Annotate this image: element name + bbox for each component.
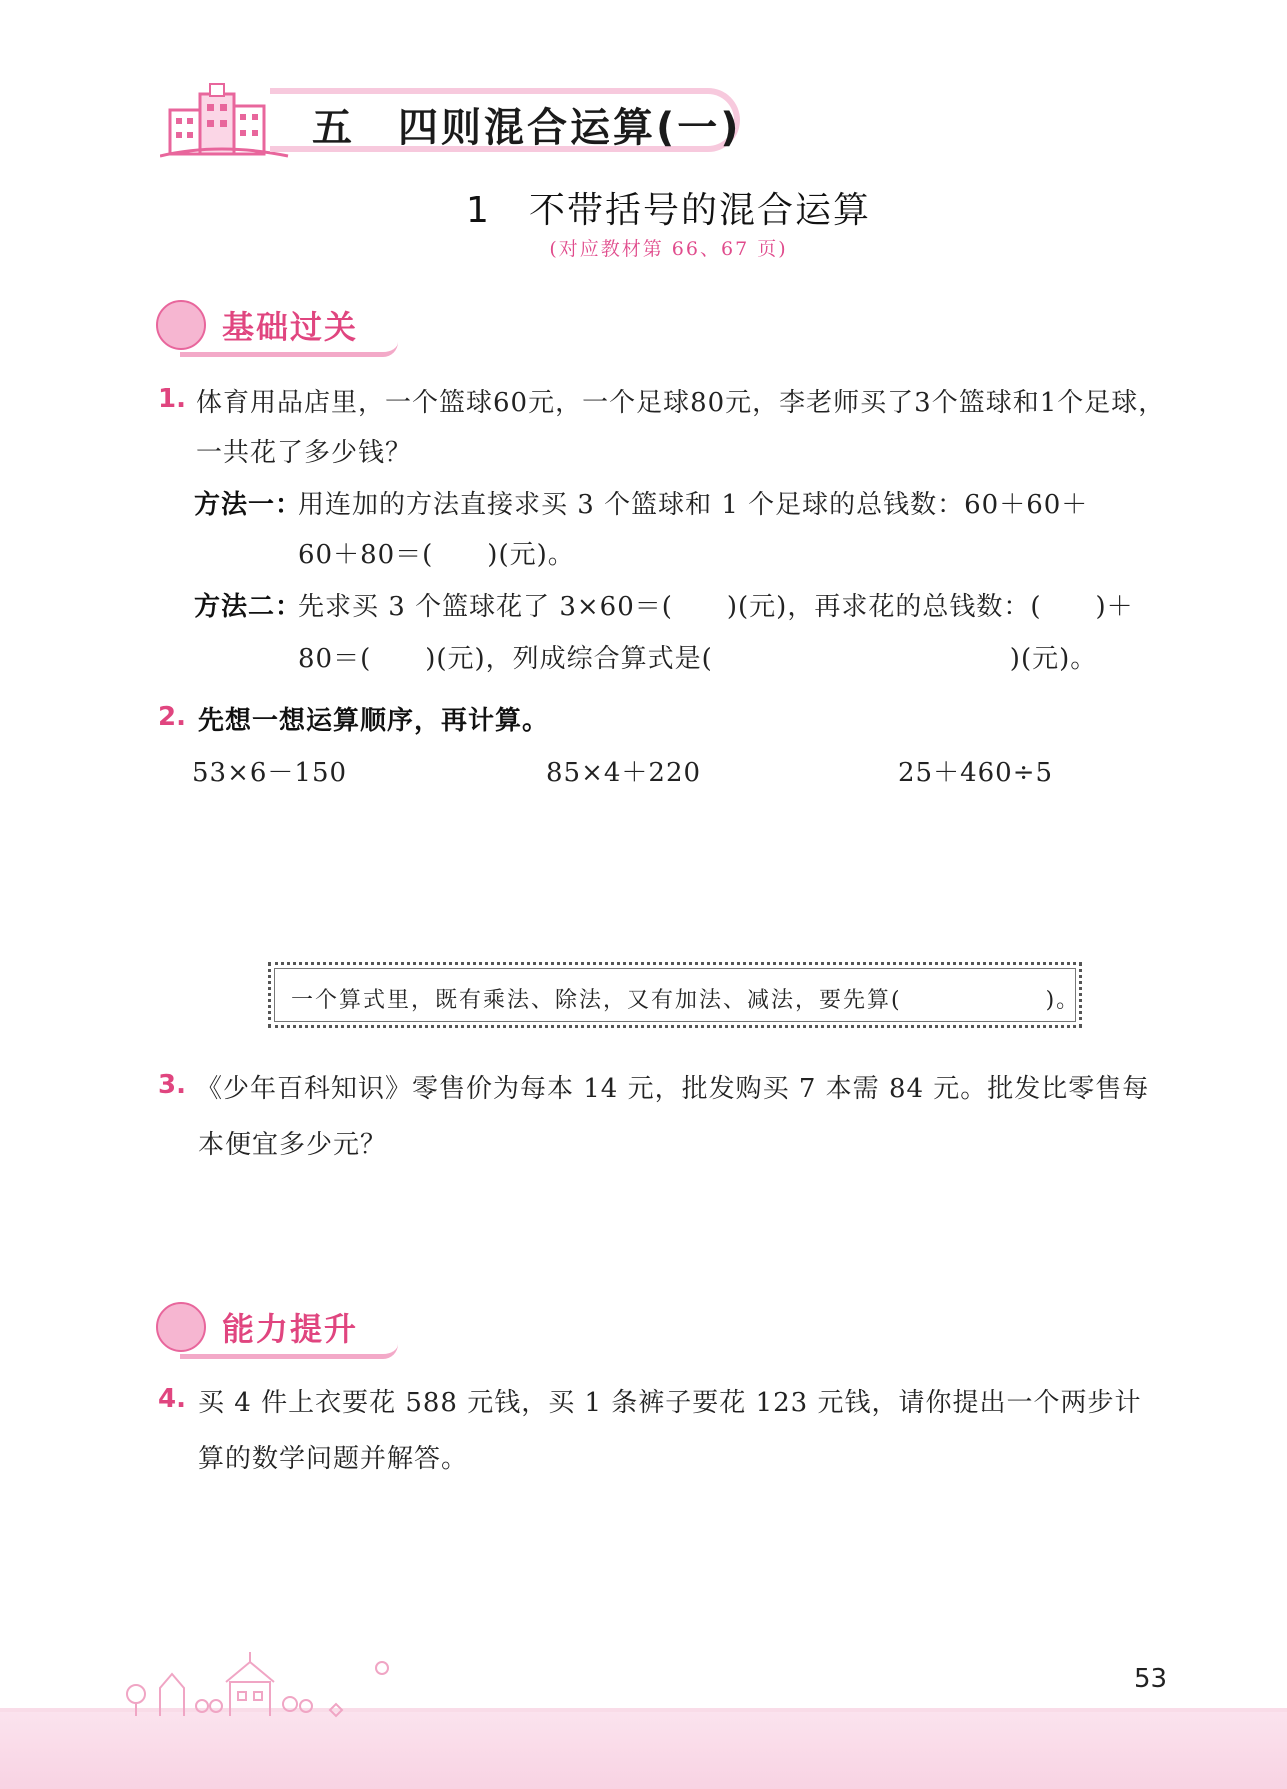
- q3-line2: 本便宜多少元？: [198, 1130, 388, 1160]
- q1-method1-line2: 60＋80＝( )(元)。: [298, 540, 575, 570]
- q1-method1-line1: 用连加的方法直接求买 3 个篮球和 1 个足球的总钱数：60＋60＋: [298, 490, 1089, 520]
- q4-line2: 算的数学问题并解答。: [198, 1444, 469, 1474]
- q1-method2-line2: 80＝( )(元)，列成综合算式是( )(元)。: [298, 644, 1098, 674]
- textbook-reference: (对应教材第 66、67 页): [549, 238, 788, 260]
- q2-expression-1: 53×6－150: [192, 758, 348, 788]
- q3-line1: 《少年百科知识》零售价为每本 14 元，批发购买 7 本需 84 元。批发比零售每: [196, 1074, 1150, 1104]
- q2-expression-3: 25＋460÷5: [898, 758, 1054, 788]
- chapter-banner: [160, 82, 756, 158]
- heading-basic: [156, 298, 406, 352]
- page-number: 53: [1134, 1664, 1168, 1694]
- section-title: 1 不带括号的混合运算: [466, 190, 871, 231]
- q4-line1: 买 4 件上衣要花 588 元钱，买 1 条裤子要花 123 元钱，请你提出一个两步计: [198, 1388, 1142, 1418]
- heading-advanced: [156, 1300, 406, 1354]
- teacher-avatar-icon: [156, 1302, 206, 1352]
- town-decoration-icon: [120, 1648, 400, 1718]
- q2-number: 2.: [158, 702, 186, 732]
- q1-method1-label: 方法一：: [194, 490, 303, 520]
- q1-line2: 一共花了多少钱？: [196, 438, 413, 468]
- q2-prompt: 先想一想运算顺序，再计算。: [198, 706, 550, 736]
- heading-advanced-label: 能力提升: [222, 1310, 359, 1348]
- q1-number: 1.: [158, 384, 186, 414]
- footer-band: [0, 1712, 1287, 1789]
- chapter-title: 五 四则混合运算(一): [312, 105, 742, 151]
- tip-box: [268, 962, 1082, 1028]
- q1-line1: 体育用品店里，一个篮球60元，一个足球80元，李老师买了3个篮球和1个足球，: [196, 388, 1166, 418]
- q1-method2-line1: 先求买 3 个篮球花了 3×60＝( )(元)，再求花的总钱数：( )＋: [298, 592, 1134, 622]
- q3-number: 3.: [158, 1070, 186, 1100]
- student-avatar-icon: [156, 300, 206, 350]
- heading-basic-label: 基础过关: [222, 308, 359, 346]
- q1-method2-label: 方法二：: [194, 592, 303, 622]
- q2-expression-2: 85×4＋220: [546, 758, 702, 788]
- q4-number: 4.: [158, 1384, 186, 1414]
- tip-text: 一个算式里，既有乘法、除法，又有加法、减法，要先算( )。: [291, 988, 1081, 1013]
